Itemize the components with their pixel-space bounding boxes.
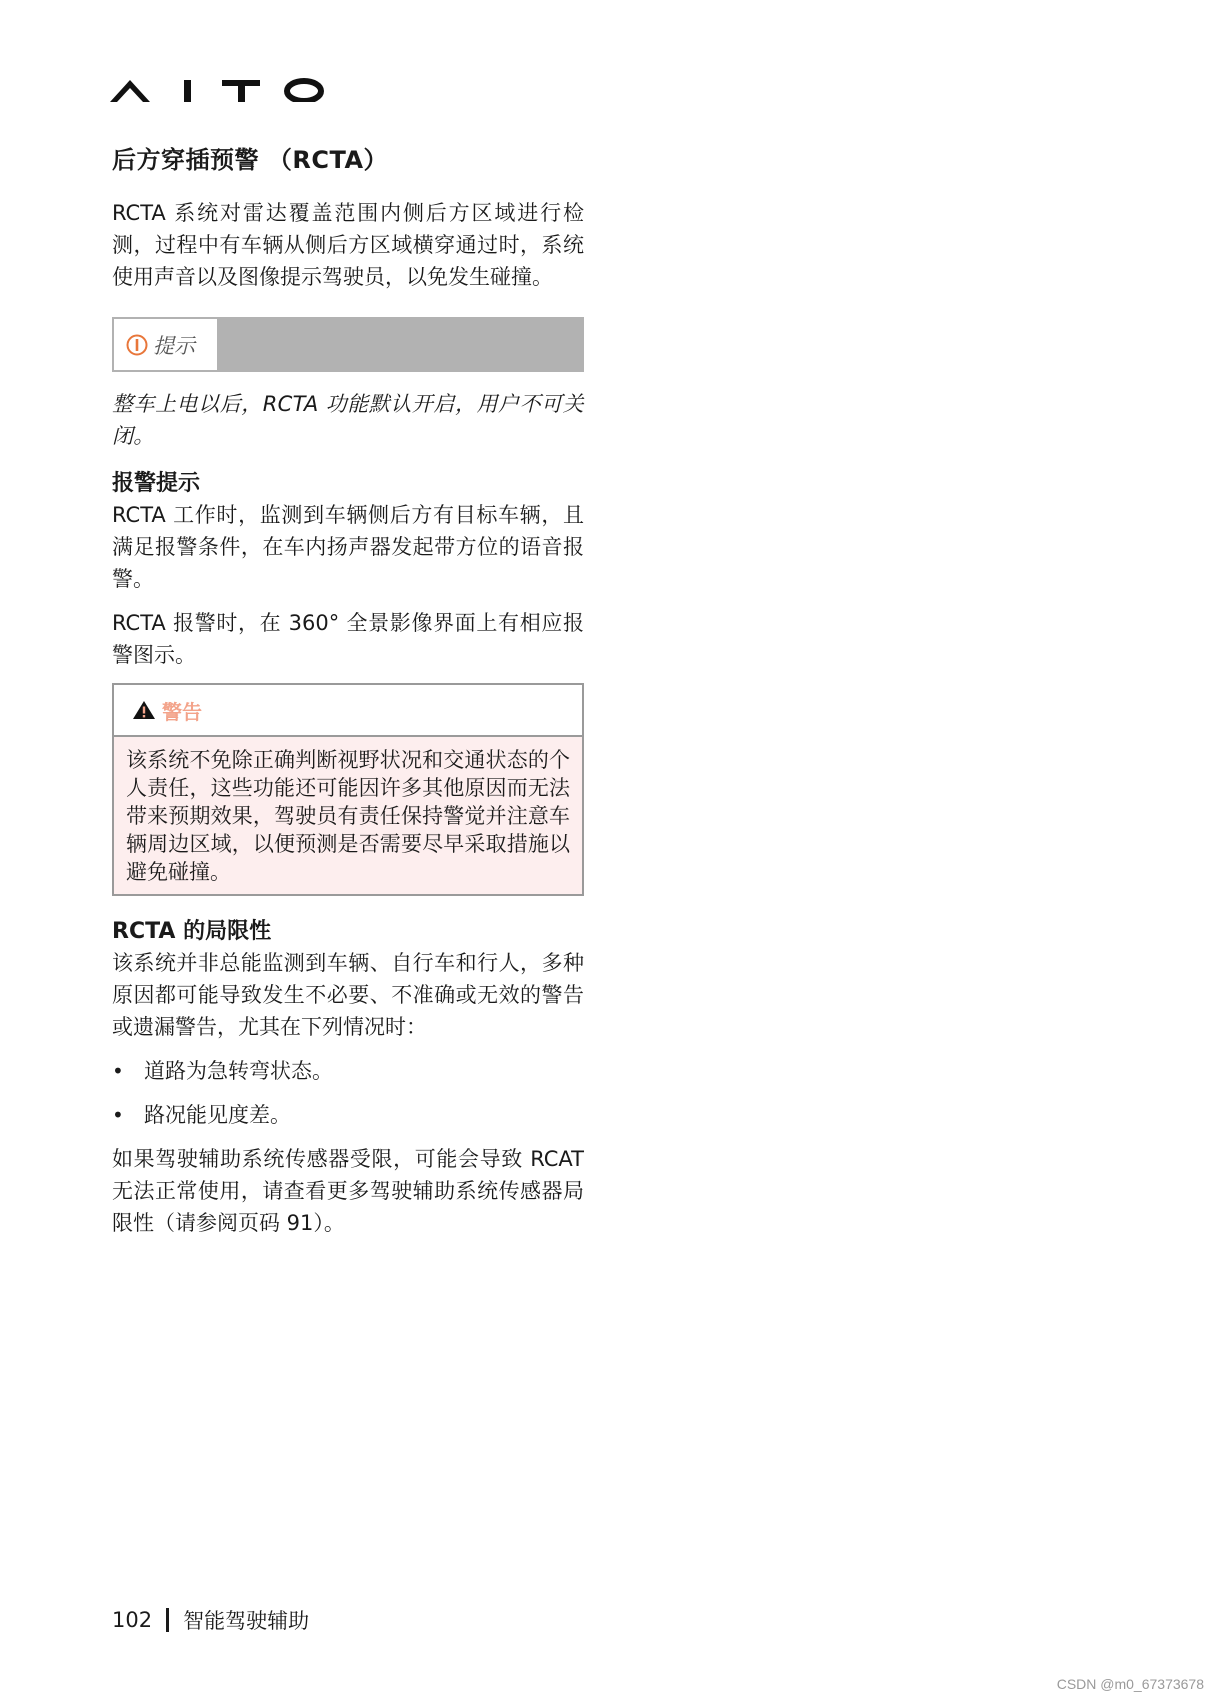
page-content xyxy=(112,130,584,1251)
tip-label-cell xyxy=(114,319,217,370)
warning-header xyxy=(114,685,582,737)
list-item-text: 道路为急转弯状态。 xyxy=(144,1059,333,1083)
tip-box xyxy=(112,317,584,372)
footer-divider xyxy=(166,1608,169,1632)
warning-triangle-icon xyxy=(132,700,156,720)
alarm-para-2: RCTA 报警时，在 360° 全景影像界面上有相应报警图示。 xyxy=(112,611,584,667)
chapter-title: 智能驾驶辅助 xyxy=(183,1609,310,1633)
bullet-icon: • xyxy=(112,1103,124,1127)
watermark: CSDN @m0_67373678 xyxy=(1056,1676,1204,1692)
list-item-text: 路况能见度差。 xyxy=(144,1103,291,1127)
warning-box xyxy=(112,683,584,896)
section-intro: RCTA 系统对雷达覆盖范围内侧后方区域进行检测，过程中有车辆从侧后方区域横穿通过时，系统使用声音以及图像提示驾驶员，以免发生碰撞。 xyxy=(112,201,584,289)
tip-text: 整车上电以后，RCTA 功能默认开启，用户不可关闭。 xyxy=(112,392,584,448)
tip-label: 提示 xyxy=(153,333,195,358)
aito-logo xyxy=(110,78,325,102)
list-item xyxy=(112,1055,584,1087)
alarm-heading: 报警提示 xyxy=(112,471,201,496)
info-icon xyxy=(126,334,148,356)
page-number: 102 xyxy=(112,1608,153,1632)
bullet-icon: • xyxy=(112,1059,124,1083)
section-title: 后方穿插预警 （RCTA） xyxy=(112,146,389,174)
warning-label: 警告 xyxy=(162,699,202,724)
alarm-para-1: RCTA 工作时，监测到车辆侧后方有目标车辆，且满足报警条件，在车内扬声器发起带方位的语音报警。 xyxy=(112,503,584,591)
limits-bullet-list xyxy=(112,1055,584,1131)
list-item xyxy=(112,1099,584,1131)
limits-heading: RCTA 的局限性 xyxy=(112,919,272,944)
limits-outro: 如果驾驶辅助系统传感器受限，可能会导致 RCAT 无法正常使用，请查看更多驾驶辅助系统传感器局限性（请参阅页码 91）。 xyxy=(112,1147,584,1235)
warning-text: 该系统不免除正确判断视野状况和交通状态的个人责任，这些功能还可能因许多其他原因而无法带来预期效果，驾驶员有责任保持警觉并注意车辆周边区域，以便预测是否需要尽早采取措施以避免碰撞。 xyxy=(114,737,582,894)
page-footer xyxy=(112,1605,309,1635)
limits-intro: 该系统并非总能监测到车辆、自行车和行人，多种原因都可能导致发生不必要、不准确或无效的警告或遗漏警告，尤其在下列情况时： xyxy=(112,951,584,1039)
